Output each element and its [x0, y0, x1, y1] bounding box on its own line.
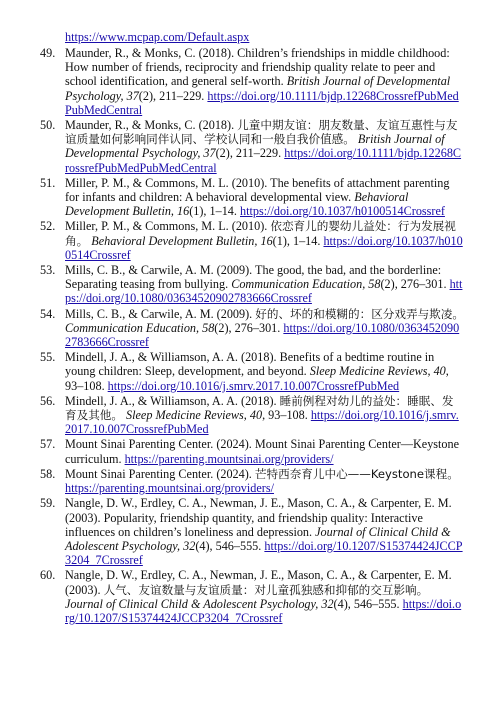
reference-pages: (4), 546–555. [333, 596, 403, 611]
reference-authors-title: Miller, P. M., & Commons, M. L. (2010). The benefits of attachment parenting for infants and children: A behavioral developmental view. [65, 175, 450, 205]
reference-authors-title: Mills, C. B., & Carwile, A. M. (2009). The good, the bad, and the borderline: Separating teasing from bullying. [65, 263, 442, 292]
reference-item [0, 437, 500, 465]
reference-number: 50. [40, 118, 56, 133]
reference-doi-link[interactable]: https://doi.org/10.1111/bjdp.12268CrossrefPubMedPubMedCentral [65, 88, 459, 117]
reference-pages: (2), 211–229. [138, 88, 208, 103]
reference-pages: (1), 1–14. [272, 233, 324, 248]
continuation-link[interactable]: https://www.mcpap.com/Default.aspx [65, 30, 250, 44]
reference-journal: Sleep Medicine Reviews, 40 [309, 364, 446, 379]
reference-item [0, 263, 500, 306]
reference-journal: Communication Education, 58 [65, 320, 215, 335]
reference-authors-title: Maunder, R., & Monks, C. (2018). [65, 118, 238, 133]
reference-authors-title: Mindell, J. A., & Williamson, A. A. (2018). [65, 393, 280, 408]
reference-number: 55. [40, 350, 56, 365]
reference-chinese-title: 人气、友谊数量与友谊质量：对儿童孤独感和抑郁的交互影响。 [103, 582, 429, 597]
reference-chinese-title: 依恋育儿的婴幼儿益处：行为发展视角。 [65, 219, 456, 248]
reference-authors-title: Mindell, J. A., & Williamson, A. A. (2018). Benefits of a bedtime routine in young children: Sleep, development, and beyond. [65, 350, 435, 379]
reference-doi-link[interactable]: https://parenting.mountsinai.org/providers/ [124, 451, 334, 466]
reference-journal: Communication Education, 58 [231, 277, 381, 292]
reference-number: 59. [40, 496, 56, 511]
reference-chinese-title: 儿童中期友谊：朋友数量、友谊互惠性与友谊质量如何影响同伴认同、学校认同和一般自我价值感。 [65, 118, 458, 147]
reference-doi-link[interactable]: https://doi.org/10.1037/h0100514Crossref [65, 233, 463, 262]
reference-number: 60. [40, 568, 56, 583]
reference-number: 49. [40, 46, 56, 60]
reference-number: 51. [40, 175, 56, 190]
reference-item [0, 176, 500, 219]
reference-authors-title: Maunder, R., & Monks, C. (2018). Children’s friendships in middle childhood: How number of friends, reciprocity and friendship quality relate to peer and school identification, and general self-worth. [65, 46, 450, 89]
reference-authors-title: Mount Sinai Parenting Center. (2024). Mount Sinai Parenting Center—Keystone curriculum. [65, 437, 460, 466]
reference-item [0, 496, 500, 567]
reference-chinese-title: 睡前例程对幼儿的益处：睡眠、发育及其他。 [65, 393, 454, 423]
reference-number: 53. [40, 263, 56, 278]
reference-item [0, 568, 500, 625]
reference-item [0, 350, 500, 393]
reference-doi-link[interactable]: https://doi.org/10.1080/03634520902783666Crossref [65, 277, 463, 306]
reference-number: 57. [40, 437, 56, 452]
reference-doi-link[interactable]: https://doi.org/10.1016/j.smrv.2017.10.007CrossrefPubMed [107, 378, 400, 393]
reference-chinese-title: 好的、坏的和模糊的：区分戏弄与欺凌。 [255, 306, 464, 321]
reference-authors-title: Mills, C. B., & Carwile, A. M. (2009). [65, 306, 256, 321]
reference-journal: Behavioral Development Bulletin, 16 [91, 233, 273, 248]
reference-number: 54. [40, 306, 56, 321]
reference-pages: (2), 276–301. [214, 320, 284, 335]
reference-doi-link[interactable]: https://doi.org/10.1207/S15374424JCCP3204_7Crossref [65, 596, 462, 625]
reference-item [0, 46, 500, 117]
reference-doi-link[interactable]: https://parenting.mountsinai.org/providers/ [65, 481, 274, 496]
reference-doi-link[interactable]: https://doi.org/10.1016/j.smrv.2017.10.007CrossrefPubMed [65, 408, 459, 437]
reference-journal: Journal of Clinical Child & Adolescent Psychology, 32 [65, 524, 451, 553]
reference-journal: British Journal of Developmental Psychology, 37 [65, 74, 451, 103]
reference-item [0, 307, 500, 350]
reference-doi-link[interactable]: https://doi.org/10.1207/S15374424JCCP3204_7Crossref [65, 538, 463, 568]
reference-item [0, 118, 500, 175]
reference-list [0, 46, 500, 626]
reference-journal: Journal of Clinical Child & Adolescent Psychology, 32 [65, 596, 334, 611]
reference-pages: (2), 276–301. [380, 277, 450, 292]
reference-doi-link[interactable]: https://doi.org/10.1080/03634520902783666Crossref [65, 320, 460, 350]
reference-chinese-title: 芒特西奈育儿中心——Keystone课程。 [254, 466, 459, 481]
reference-number: 52. [40, 219, 56, 234]
reference-doi-link[interactable]: https://doi.org/10.1111/bjdp.12268CrossrefPubMedPubMedCentral [65, 146, 462, 175]
reference-item [0, 394, 500, 437]
reference-authors-title: Miller, P. M., & Commons, M. L. (2010). [65, 219, 271, 234]
reference-pages: (4), 546–555. [195, 538, 265, 553]
reference-item [0, 219, 500, 262]
reference-number: 56. [40, 393, 56, 408]
reference-pages: (2), 211–229. [215, 146, 285, 161]
reference-doi-link[interactable]: https://doi.org/10.1037/h0100514Crossref [240, 204, 445, 219]
reference-pages: (1), 1–14. [189, 204, 240, 219]
reference-authors-title: Mount Sinai Parenting Center. (2024). [65, 466, 255, 481]
continuation-link-line [65, 30, 249, 44]
reference-number: 58. [40, 466, 56, 481]
reference-journal: Behavioral Development Bulletin, 16 [65, 190, 409, 219]
reference-item [0, 467, 500, 495]
reference-journal: British Journal of Developmental Psychology, 37 [65, 132, 445, 161]
reference-journal: Sleep Medicine Reviews, 40 [126, 408, 263, 423]
reference-pages: , 93–108. [65, 364, 449, 393]
reference-pages: , 93–108. [262, 408, 311, 423]
reference-authors-title: Nangle, D. W., Erdley, C. A., Newman, J. E., Mason, C. A., & Carpenter, E. M. (2003). Popularity, friendship quantity, and friendship quality: Interactive influences on children’s loneliness and depression. [65, 496, 452, 539]
reference-authors-title: Nangle, D. W., Erdley, C. A., Newman, J. E., Mason, C. A., & Carpenter, E. M. (2003). [65, 568, 452, 597]
